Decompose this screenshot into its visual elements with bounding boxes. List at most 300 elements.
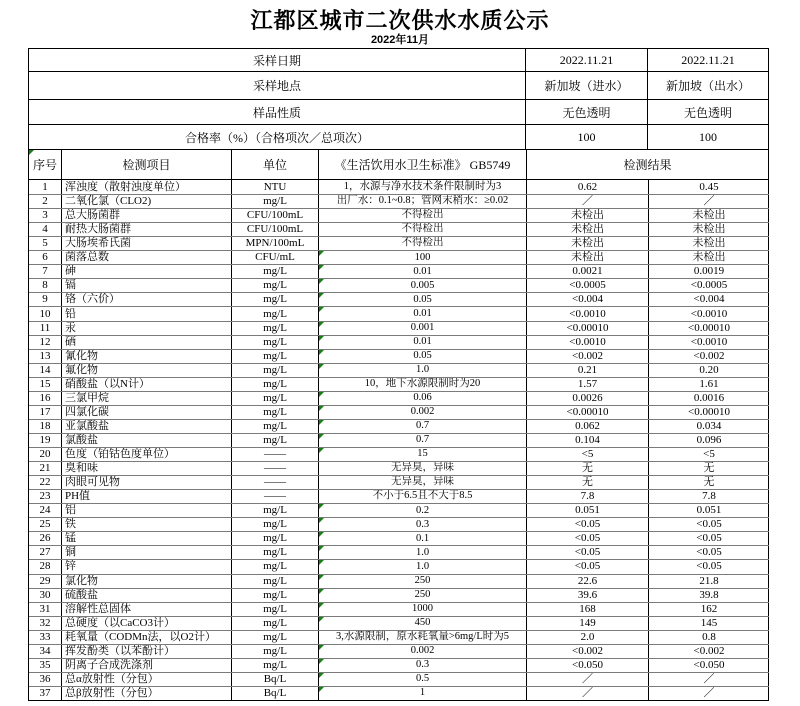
- result-outlet-text: ／: [703, 686, 715, 699]
- table-row: [29, 461, 769, 475]
- page-title: 江都区城市二次供水水质公示: [250, 8, 550, 33]
- result-outlet-text: <5: [703, 448, 715, 461]
- summary-value-inlet-text: 新加坡（进水）: [544, 79, 629, 93]
- standard-limit-text: 不得检出: [401, 223, 444, 235]
- item-unit-text: mg/L: [263, 518, 287, 531]
- row-no: [29, 659, 62, 672]
- item-name-text: 镉: [65, 279, 76, 292]
- standard-limit: [319, 518, 527, 531]
- result-inlet: [527, 364, 649, 377]
- item-unit: [232, 575, 319, 588]
- table-row: [29, 180, 769, 194]
- item-name-text: 总大肠菌群: [65, 209, 120, 222]
- data-rows: [29, 180, 768, 700]
- result-outlet: [649, 265, 769, 278]
- item-name-text: 硫酸盐: [65, 588, 98, 601]
- item-unit: [232, 307, 319, 320]
- item-unit: [232, 687, 319, 700]
- summary-section: [29, 49, 768, 150]
- item-unit-text: mg/L: [263, 644, 287, 657]
- result-outlet-text: <0.004: [693, 293, 725, 306]
- table-row: [29, 545, 769, 559]
- row-no: [29, 378, 62, 391]
- row-no-text: 9: [42, 293, 48, 306]
- item-name-text: 铁: [65, 518, 76, 531]
- result-inlet: [527, 504, 649, 517]
- standard-limit: [319, 434, 527, 447]
- item-unit-text: mg/L: [263, 574, 287, 587]
- result-outlet-text: 未检出: [692, 237, 726, 250]
- standard-limit: [319, 279, 527, 292]
- result-outlet-text: 1.61: [699, 377, 719, 390]
- row-no-text: 35: [39, 658, 51, 671]
- item-unit: [232, 237, 319, 250]
- result-outlet: [649, 504, 769, 517]
- result-outlet: [649, 631, 769, 644]
- item-unit: [232, 180, 319, 194]
- item-name-text: 铜: [65, 546, 76, 559]
- result-inlet: [527, 546, 649, 559]
- item-unit: [232, 631, 319, 644]
- row-no: [29, 180, 62, 194]
- table-row: [29, 644, 769, 658]
- result-inlet-text: <0.002: [572, 349, 603, 362]
- result-outlet: [649, 589, 769, 602]
- standard-limit-text: 1.0: [415, 363, 430, 375]
- result-inlet-text: 0.21: [577, 363, 598, 376]
- row-no-text: 13: [39, 349, 51, 362]
- table-row: [29, 236, 769, 250]
- row-no: [29, 448, 62, 461]
- item-unit-text: mg/L: [263, 588, 287, 601]
- result-outlet-text: 21.8: [699, 574, 719, 587]
- standard-limit-text: 不得检出: [401, 237, 444, 249]
- table-row: [29, 264, 769, 278]
- item-name-text: 三氯甲烷: [65, 391, 109, 404]
- result-outlet: [649, 336, 769, 349]
- standard-limit-text: 0.01: [413, 265, 432, 277]
- standard-limit-text: 0.2: [415, 504, 430, 516]
- row-no-text: 36: [39, 672, 51, 685]
- result-inlet-text: <0.004: [572, 293, 603, 306]
- result-inlet: [527, 195, 649, 208]
- item-unit-text: mg/L: [263, 307, 287, 320]
- header-cell-unit: [232, 150, 319, 179]
- row-no-text: 8: [42, 279, 48, 292]
- summary-value-inlet-text: 无色透明: [562, 105, 611, 120]
- row-no-text: 17: [39, 405, 51, 418]
- result-inlet-text: <0.050: [572, 658, 603, 671]
- standard-limit-text: 0.05: [413, 293, 432, 305]
- result-inlet-text: ／: [582, 686, 593, 699]
- table-header-row: [29, 150, 768, 180]
- result-outlet: [649, 237, 769, 250]
- result-outlet-text: ／: [703, 195, 715, 208]
- item-name: [62, 265, 232, 278]
- standard-limit: [319, 603, 527, 616]
- item-unit: [232, 673, 319, 686]
- header-cell-item: [62, 150, 232, 179]
- result-inlet-text: 39.6: [577, 588, 598, 601]
- result-outlet: [649, 603, 769, 616]
- item-unit: [232, 546, 319, 559]
- result-inlet: [527, 434, 649, 447]
- result-inlet: [527, 293, 649, 306]
- header-no-label: 序号: [32, 158, 57, 172]
- item-unit-text: mg/L: [263, 265, 287, 278]
- item-unit: [232, 251, 319, 264]
- table-row: [29, 658, 769, 672]
- table-row: [29, 433, 769, 447]
- result-inlet-text: 7.8: [580, 490, 595, 503]
- item-unit: [232, 434, 319, 447]
- standard-limit-text: 450: [414, 616, 431, 628]
- result-inlet-text: <0.05: [574, 518, 601, 531]
- item-unit-text: mg/L: [263, 602, 287, 615]
- item-unit-text: mg/L: [263, 321, 287, 334]
- result-outlet-text: 未检出: [692, 209, 726, 222]
- item-unit: [232, 518, 319, 531]
- table-row: [29, 250, 769, 264]
- error-flag-icon: [319, 687, 324, 692]
- table-row: [29, 489, 769, 503]
- error-flag-icon: [319, 364, 324, 369]
- row-no: [29, 476, 62, 489]
- item-unit-text: mg/L: [263, 532, 287, 545]
- table-row: [29, 686, 769, 700]
- item-name: [62, 251, 232, 264]
- row-no-text: 25: [39, 518, 51, 531]
- summary-value-inlet-text: 100: [577, 129, 596, 144]
- item-name-text: 总β放射性（分包）: [65, 686, 159, 699]
- item-unit-text: mg/L: [263, 504, 287, 517]
- row-no: [29, 603, 62, 616]
- result-outlet-text: <0.00010: [688, 321, 730, 334]
- item-name-text: 氟化物: [65, 363, 98, 376]
- item-unit-text: mg/L: [263, 195, 287, 208]
- standard-limit: [319, 251, 527, 264]
- row-no: [29, 434, 62, 447]
- water-quality-table: [28, 48, 769, 701]
- item-unit: [232, 504, 319, 517]
- item-name-text: 阴离子合成洗涤剂: [65, 658, 153, 671]
- result-outlet: [649, 448, 769, 461]
- item-name: [62, 195, 232, 208]
- result-inlet-text: <0.05: [574, 532, 601, 545]
- standard-limit-text: 0.06: [413, 392, 432, 404]
- table-row: [29, 278, 769, 292]
- header-result-label: 检测结果: [623, 158, 672, 172]
- table-row: [29, 391, 769, 405]
- item-name-text: 肉眼可见物: [65, 476, 120, 489]
- row-no-text: 10: [39, 307, 51, 320]
- standard-limit-text: 15: [417, 448, 428, 460]
- summary-row: [29, 100, 768, 125]
- header-standard-label: 《生活饮用水卫生标准》 GB5749: [334, 158, 511, 172]
- row-no-text: 21: [39, 462, 51, 475]
- standard-limit: [319, 560, 527, 573]
- result-inlet-text: <0.00010: [566, 405, 609, 418]
- standard-limit: [319, 504, 527, 517]
- standard-limit-text: 0.001: [410, 321, 435, 333]
- standard-limit: [319, 322, 527, 335]
- item-unit-text: mg/L: [263, 433, 287, 446]
- result-inlet-text: 无: [582, 476, 593, 489]
- result-outlet: [649, 532, 769, 545]
- standard-limit: [319, 575, 527, 588]
- standard-limit: [319, 350, 527, 363]
- row-no: [29, 209, 62, 222]
- result-outlet-text: 0.0016: [693, 391, 725, 404]
- error-flag-icon: [319, 420, 324, 425]
- item-unit: [232, 645, 319, 658]
- item-name-text: 锌: [65, 560, 76, 573]
- result-inlet: [527, 673, 649, 686]
- item-unit-text: MPN/100mL: [245, 237, 305, 250]
- result-inlet-text: <0.05: [574, 560, 601, 573]
- result-outlet-text: 39.8: [699, 588, 719, 601]
- header-unit-label: 单位: [262, 158, 287, 172]
- summary-value-outlet-text: 新加坡（出水）: [665, 79, 750, 93]
- row-no: [29, 687, 62, 700]
- result-inlet: [527, 490, 649, 503]
- result-outlet: [649, 223, 769, 236]
- item-name: [62, 392, 232, 405]
- result-inlet: [527, 575, 649, 588]
- result-outlet-text: <0.002: [693, 644, 725, 657]
- result-inlet: [527, 560, 649, 573]
- result-outlet: [649, 462, 769, 475]
- item-unit-text: mg/L: [263, 560, 287, 573]
- item-name-text: 氯酸盐: [65, 433, 98, 446]
- result-outlet-text: <0.0005: [690, 279, 728, 292]
- item-unit-text: ——: [264, 476, 286, 489]
- row-no-text: 28: [39, 560, 51, 573]
- result-outlet-text: 未检出: [692, 251, 726, 264]
- standard-limit: [319, 420, 527, 433]
- row-no-text: 34: [39, 644, 51, 657]
- result-outlet: [649, 322, 769, 335]
- result-outlet: [649, 378, 769, 391]
- row-no-text: 2: [42, 195, 48, 208]
- result-outlet: [649, 420, 769, 433]
- result-inlet: [527, 336, 649, 349]
- row-no-text: 4: [42, 223, 48, 236]
- table-row: [29, 194, 769, 208]
- item-name: [62, 350, 232, 363]
- standard-limit-text: 0.002: [410, 645, 435, 657]
- item-unit-text: ——: [264, 462, 286, 475]
- row-no: [29, 293, 62, 306]
- result-inlet-text: <5: [581, 448, 594, 461]
- item-name: [62, 617, 232, 630]
- standard-limit-text: 0.1: [415, 532, 430, 544]
- standard-limit-text: 0.05: [413, 349, 432, 361]
- table-row: [29, 349, 769, 363]
- result-outlet: [649, 687, 769, 700]
- result-outlet: [649, 406, 769, 419]
- result-inlet: [527, 223, 649, 236]
- row-no: [29, 490, 62, 503]
- item-unit: [232, 364, 319, 377]
- error-flag-icon: [319, 279, 324, 284]
- standard-limit: [319, 180, 527, 194]
- row-no: [29, 336, 62, 349]
- error-flag-icon: [319, 518, 324, 523]
- item-name-text: PH值: [65, 490, 91, 503]
- page-subtitle: 2022年11月: [370, 34, 430, 46]
- error-flag-icon: [319, 307, 324, 312]
- error-flag-icon: [319, 560, 324, 565]
- row-no-text: 5: [42, 237, 48, 250]
- error-flag-icon: [319, 392, 324, 397]
- item-name-text: 四氯化碳: [65, 405, 109, 418]
- item-name-text: 臭和味: [65, 462, 98, 475]
- summary-value-outlet: [648, 49, 768, 71]
- item-name-text: 铝: [65, 504, 76, 517]
- summary-row: [29, 72, 768, 100]
- result-inlet-text: 未检出: [571, 237, 604, 250]
- item-name-text: 挥发酚类（以苯酚计）: [65, 644, 175, 657]
- row-no: [29, 223, 62, 236]
- row-no: [29, 518, 62, 531]
- item-name-text: 硝酸盐（以N计）: [65, 377, 150, 390]
- row-no: [29, 560, 62, 573]
- item-unit: [232, 223, 319, 236]
- standard-limit: [319, 645, 527, 658]
- result-outlet: [649, 518, 769, 531]
- table-row: [29, 559, 769, 573]
- result-outlet: [649, 476, 769, 489]
- item-unit-text: mg/L: [263, 335, 287, 348]
- result-outlet: [649, 279, 769, 292]
- error-flag-icon: [319, 532, 324, 537]
- summary-value-outlet: [648, 100, 768, 124]
- result-inlet: [527, 180, 649, 194]
- standard-limit-text: 0.005: [410, 279, 435, 291]
- result-outlet: [649, 546, 769, 559]
- standard-limit-text: 0.5: [415, 673, 430, 685]
- row-no-text: 30: [39, 588, 51, 601]
- item-name: [62, 420, 232, 433]
- result-inlet: [527, 350, 649, 363]
- table-row: [29, 475, 769, 489]
- error-flag-icon: [319, 673, 324, 678]
- result-inlet-text: 未检出: [571, 223, 604, 236]
- row-no-text: 3: [42, 209, 48, 222]
- table-row: [29, 405, 769, 419]
- result-inlet-text: 149: [579, 616, 596, 629]
- item-name: [62, 490, 232, 503]
- error-flag-icon: [319, 406, 324, 411]
- result-outlet: [649, 251, 769, 264]
- result-inlet: [527, 237, 649, 250]
- summary-value-inlet-text: 2022.11.21: [559, 52, 614, 67]
- row-no: [29, 532, 62, 545]
- error-flag-icon: [319, 589, 324, 594]
- item-name-text: 色度（铂钴色度单位）: [65, 448, 175, 461]
- result-outlet-text: <0.05: [696, 546, 722, 559]
- item-unit-text: CFU/100mL: [246, 209, 304, 222]
- header-cell-no: [29, 150, 62, 179]
- error-flag-icon: [319, 293, 324, 298]
- header-item-label: 检测项目: [122, 158, 171, 172]
- row-no-text: 6: [42, 251, 48, 264]
- standard-limit-text: 1，水源与净水技术条件限制时为3: [343, 180, 502, 192]
- row-no: [29, 364, 62, 377]
- summary-label-text: 采样日期: [252, 53, 301, 68]
- error-flag-icon: [319, 265, 324, 270]
- item-name-text: 溶解性总固体: [65, 602, 131, 615]
- standard-limit-text: 不得检出: [401, 209, 444, 221]
- result-outlet-text: <0.0010: [690, 335, 728, 348]
- item-unit: [232, 462, 319, 475]
- standard-limit-text: 无异臭，异味: [391, 476, 454, 488]
- item-unit: [232, 420, 319, 433]
- item-name-text: 铬（六价）: [65, 293, 120, 306]
- item-name-text: 菌落总数: [65, 251, 109, 264]
- row-no: [29, 350, 62, 363]
- item-unit-text: mg/L: [263, 363, 287, 376]
- item-name: [62, 223, 232, 236]
- result-inlet: [527, 448, 649, 461]
- item-name: [62, 378, 232, 391]
- error-flag-icon: [319, 603, 324, 608]
- row-no-text: 7: [42, 265, 48, 278]
- item-unit: [232, 490, 319, 503]
- result-inlet-text: 0.062: [575, 419, 600, 432]
- error-flag-icon: [319, 575, 324, 580]
- standard-limit-text: 出厂水：0.1~0.8；管网末稍水：≥0.02: [336, 195, 509, 207]
- summary-label-text: 合格率（%）（合格项次／总项次）: [185, 130, 369, 145]
- table-row: [29, 292, 769, 306]
- standard-limit-text: 0.7: [415, 420, 430, 432]
- result-inlet-text: 22.6: [577, 574, 598, 587]
- row-no: [29, 420, 62, 433]
- table-row: [29, 222, 769, 236]
- result-inlet-text: 无: [582, 462, 593, 475]
- error-flag-icon: [319, 434, 324, 439]
- summary-label: [29, 125, 526, 149]
- row-no-text: 15: [39, 377, 51, 390]
- result-outlet: [649, 350, 769, 363]
- item-unit: [232, 603, 319, 616]
- standard-limit: [319, 307, 527, 320]
- item-name: [62, 322, 232, 335]
- item-name-text: 耐热大肠菌群: [65, 223, 131, 236]
- row-no: [29, 631, 62, 644]
- item-unit-text: mg/L: [263, 377, 287, 390]
- result-inlet-text: <0.0010: [569, 307, 606, 320]
- result-inlet: [527, 462, 649, 475]
- item-name: [62, 476, 232, 489]
- summary-row: [29, 125, 768, 150]
- standard-limit: [319, 406, 527, 419]
- standard-limit-text: 0.7: [415, 434, 430, 446]
- item-name: [62, 518, 232, 531]
- table-row: [29, 306, 769, 320]
- row-no: [29, 546, 62, 559]
- item-unit-text: mg/L: [263, 616, 287, 629]
- table-row: [29, 321, 769, 335]
- item-name: [62, 659, 232, 672]
- item-name-text: 氯化物: [65, 574, 98, 587]
- summary-value-outlet-text: 100: [699, 129, 717, 144]
- row-no-text: 20: [39, 448, 51, 461]
- result-inlet-text: 0.0021: [572, 265, 603, 278]
- item-unit-text: mg/L: [263, 293, 287, 306]
- result-inlet-text: <0.0010: [569, 335, 606, 348]
